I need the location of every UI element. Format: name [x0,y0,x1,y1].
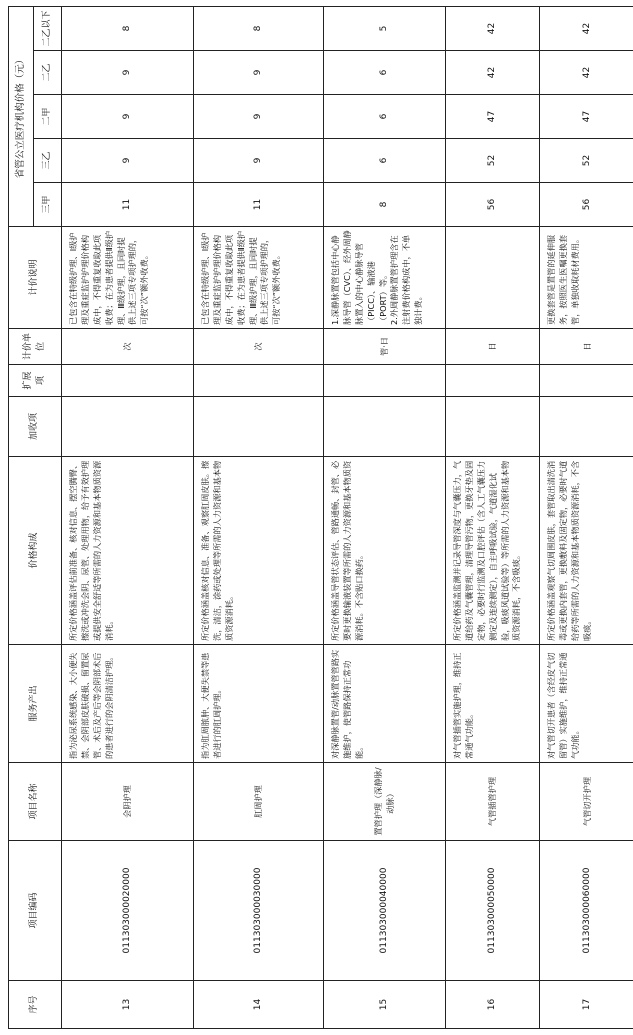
row-price-5: 8 [62,6,194,50]
row-price-4: 42 [540,51,633,95]
row-price-1: 56 [446,183,540,227]
row-output: 指为肛周脓肿、大便失禁等患者进行的肛周护理。 [194,645,324,763]
row-unit: 次 [62,329,194,365]
row-extra [446,397,540,457]
row-desc [446,227,540,329]
row-seq: 16 [446,981,540,1029]
row-price-5: 42 [446,6,540,50]
row-price-3: 9 [62,95,194,139]
row-price-2: 9 [62,139,194,183]
row-expand [62,365,194,397]
row-desc: 已包含在特级护理、Ⅰ级护理及重症监护护理价格构成中，不得重复收取此项收费；在为患者提供Ⅱ级护理、Ⅲ级护理，且同时提供上述三项专项护理的，可按“次”额外收费。 [62,227,194,329]
row-price-1: 11 [194,183,324,227]
row-price-3: 47 [540,95,633,139]
table-row [194,6,324,1028]
header-code: 项目编码 [9,841,62,981]
row-desc: 已包含在特级护理、Ⅰ级护理及重症监护护理价格构成中，不得重复收取此项收费；在为患者提供Ⅱ级护理、Ⅲ级护理，且同时提供上述三项专项护理的，可按“次”额外收费。 [194,227,324,329]
header-price-group: 省管公立医疗机构价格（元） [9,6,34,226]
table-row [62,6,194,1028]
header-unit: 计价单位 [9,329,62,365]
row-price-1: 8 [324,183,446,227]
row-code: 011303000030000 [194,841,324,981]
header-level-1: 三甲 [34,183,62,227]
row-name: 会阴护理 [62,763,194,841]
row-composition: 所定价格涵盖观察气切周围皮肤，套管取出清洗消毒或更换内套管，更换敷料及固定物，必要时气道给药等所需的人力资源和基本物质资源消耗，不含吸痰。 [540,457,633,645]
header-seq: 序号 [9,981,62,1029]
header-name: 项目名称 [9,763,62,841]
row-price-2: 52 [540,139,633,183]
row-seq: 14 [194,981,324,1029]
row-name: 气管插管护理 [446,763,540,841]
row-price-3: 47 [446,95,540,139]
row-price-5: 42 [540,6,633,50]
row-code: 011303000020000 [62,841,194,981]
header-level-5: 二乙以下 [34,6,62,50]
row-extra [194,397,324,457]
header-output: 服务产出 [9,645,62,763]
header-desc: 计价说明 [9,227,62,329]
row-unit: 日 [446,329,540,365]
row-composition: 所定价格涵盖评估前准备、核对信息、摆空腾臀、擦洗或冲洗会阴、尿管、处理用物，给予有效护理或提供安全舒适等所需的人力资源和基本物质资源消耗。 [62,457,194,645]
row-desc: 更换套管是置管的延伸服务，按照医生医嘱更换套管，单独收取耗材费用。 [540,227,633,329]
row-output: 对深静脉置管/动脉置管管路实施维护，使管路保持正常功能。 [324,645,446,763]
row-seq: 17 [540,981,633,1029]
row-expand [446,365,540,397]
row-name: 置管护理（深静脉/动脉） [324,763,446,841]
row-price-3: 9 [194,95,324,139]
row-desc: 1.深静脉置管包括中心静脉导管（CVC）、经外周静脉置入的中心静脉导管（PICC）、输液港（PORT）等。 2.外周静脉置管护理含在注射费价格构成中，不单独计费。 [324,227,446,329]
header-expand: 扩展项 [9,365,62,397]
row-price-4: 6 [324,51,446,95]
row-seq: 15 [324,981,446,1029]
header-row-1 [9,6,34,1028]
row-name: 气管切开护理 [540,763,633,841]
row-composition: 所定价格涵盖核对信息、准备、观察肛周皮肤。擦洗，清洁，涂药或处理等所需的人力资源和基本物质资源消耗。 [194,457,324,645]
row-price-4: 9 [62,51,194,95]
row-price-1: 11 [62,183,194,227]
table-row [540,6,633,1028]
row-code: 011303000050000 [446,841,540,981]
row-extra [324,397,446,457]
price-table [8,6,633,1029]
row-price-2: 9 [194,139,324,183]
row-price-4: 9 [194,51,324,95]
header-extra: 加收项 [9,397,62,457]
row-price-5: 5 [324,6,446,50]
row-code: 011303000060000 [540,841,633,981]
row-output: 对气管插管实施护理，维持正常通气功能。 [446,645,540,763]
header-composition: 价格构成 [9,457,62,645]
row-unit: 次 [194,329,324,365]
row-price-1: 56 [540,183,633,227]
row-composition: 所定价格涵盖导管状态评估、管路通畅、封管、必要时更换输液装置等所需的人力资源和基本物质资源消耗。不含贴口换药。 [324,457,446,645]
header-level-4: 二乙 [34,51,62,95]
row-composition: 所定价格涵盖监测并记录导管深度与气囊压力，气道给药及气囊管理，清理导管污物，更换牙垫及固定物，必要时行监测及口腔评估（含人工气囊压力测定及连续测定），自主呼吸试验，气道湿化试验，吸痰风道试验等）等所需的人力资源和基本物质资源消耗，不含吸痰。 [446,457,540,645]
row-price-2: 6 [324,139,446,183]
row-expand [194,365,324,397]
row-price-4: 42 [446,51,540,95]
row-price-2: 52 [446,139,540,183]
row-price-5: 8 [194,6,324,50]
header-level-2: 三乙 [34,139,62,183]
row-price-3: 6 [324,95,446,139]
table-row [324,6,446,1028]
row-seq: 13 [62,981,194,1029]
table-row [446,6,540,1028]
row-expand [324,365,446,397]
row-extra [540,397,633,457]
row-output: 对气管切开患者（含经皮气切留管）实施维护，维持正常通气功能。 [540,645,633,763]
row-unit: 管·日 [324,329,446,365]
row-output: 指为泌尿系统感染、大小便失禁、会阴部皮肤破损、留置尿管、术后及产后等会阴部术后的患者进行的会阴清洁护理。 [62,645,194,763]
row-extra [62,397,194,457]
row-unit: 日 [540,329,633,365]
row-name: 肛周护理 [194,763,324,841]
row-code: 011303000040000 [324,841,446,981]
row-expand [540,365,633,397]
header-level-3: 二甲 [34,95,62,139]
